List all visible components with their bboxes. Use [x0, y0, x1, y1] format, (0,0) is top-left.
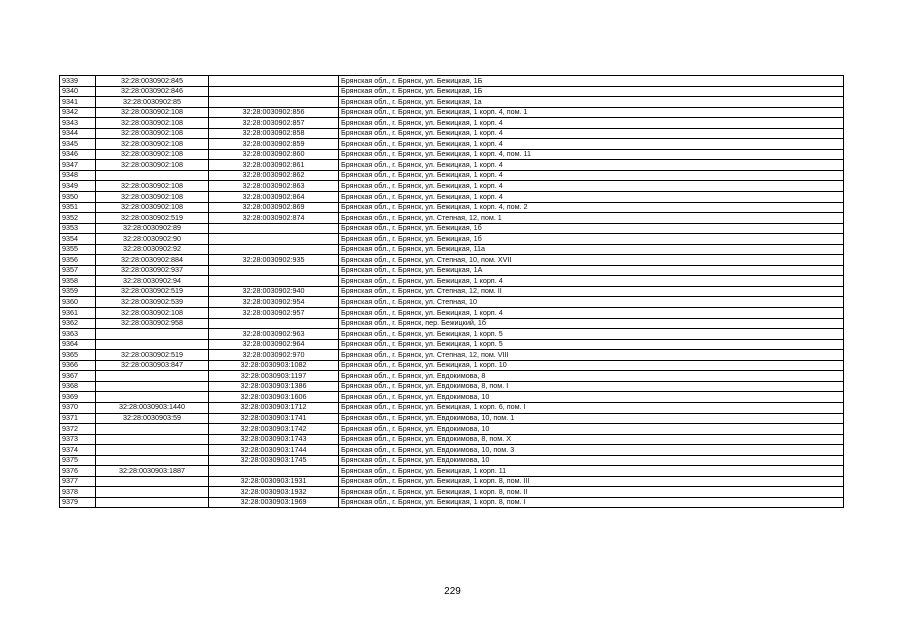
cadastral-number-cell: 32:28:0030902:519: [96, 213, 209, 224]
cadastral-number-cell: 32:28:0030902:92: [96, 244, 209, 255]
page-number: 229: [444, 586, 461, 597]
row-number-cell: 9351: [60, 202, 96, 213]
linked-cadastral-number-cell: 32:28:0030903:1741: [209, 413, 339, 424]
address-cell: Брянская обл., г. Брянск, ул. Бежицкая, 1 корп. 4: [339, 128, 844, 139]
cadastral-number-cell: [96, 487, 209, 498]
linked-cadastral-number-cell: 32:28:0030903:1197: [209, 371, 339, 382]
table-row: [60, 170, 844, 181]
address-cell: Брянская обл., г. Брянск, ул. Степная, 12, пом. II: [339, 286, 844, 297]
cadastral-number-cell: 32:28:0030902:108: [96, 308, 209, 319]
cadastral-number-cell: 32:28:0030902:108: [96, 118, 209, 129]
linked-cadastral-number-cell: 32:28:0030902:863: [209, 181, 339, 192]
row-number-cell: 9352: [60, 213, 96, 224]
address-cell: Брянская обл., г. Брянск, ул. Бежицкая, 1 корп. 11: [339, 466, 844, 477]
cadastral-number-cell: 32:28:0030903:59: [96, 413, 209, 424]
address-cell: Брянская обл., г. Брянск, ул. Бежицкая, 1 корп. 4, пом. 11: [339, 149, 844, 160]
linked-cadastral-number-cell: 32:28:0030903:1743: [209, 434, 339, 445]
linked-cadastral-number-cell: 32:28:0030902:935: [209, 255, 339, 266]
linked-cadastral-number-cell: 32:28:0030902:861: [209, 160, 339, 171]
table-row: [60, 213, 844, 224]
linked-cadastral-number-cell: [209, 223, 339, 234]
row-number-cell: 9347: [60, 160, 96, 171]
table-row: [60, 192, 844, 203]
cadastral-number-cell: 32:28:0030902:519: [96, 350, 209, 361]
address-cell: Брянская обл., г. Брянск, ул. Бежицкая, 1а: [339, 97, 844, 108]
address-cell: Брянская обл., г. Брянск, ул. Бежицкая, 1 корп. 4: [339, 160, 844, 171]
address-cell: Брянская обл., г. Брянск, ул. Бежицкая, 1Б: [339, 86, 844, 97]
linked-cadastral-number-cell: 32:28:0030903:1606: [209, 392, 339, 403]
table-row: [60, 455, 844, 466]
linked-cadastral-number-cell: 32:28:0030902:856: [209, 107, 339, 118]
table-row: [60, 402, 844, 413]
cadastral-number-cell: 32:28:0030902:539: [96, 297, 209, 308]
cadastral-number-cell: [96, 497, 209, 508]
address-cell: Брянская обл., г. Брянск, ул. Евдокимова, 10: [339, 455, 844, 466]
table-row: [60, 255, 844, 266]
linked-cadastral-number-cell: [209, 265, 339, 276]
cadastral-number-cell: 32:28:0030902:884: [96, 255, 209, 266]
cadastral-number-cell: 32:28:0030903:847: [96, 360, 209, 371]
cadastral-number-cell: [96, 392, 209, 403]
table-row: [60, 139, 844, 150]
cadastral-number-cell: [96, 170, 209, 181]
address-cell: Брянская обл., г. Брянск, ул. Бежицкая, 1 корп. 8, пом. II: [339, 487, 844, 498]
row-number-cell: 9344: [60, 128, 96, 139]
address-cell: Брянская обл., г. Брянск, ул. Бежицкая, 1 корп. 4: [339, 170, 844, 181]
table-row: [60, 160, 844, 171]
address-cell: Брянская обл., г. Брянск, ул. Бежицкая, 1А: [339, 265, 844, 276]
table-row: [60, 223, 844, 234]
table-row: [60, 286, 844, 297]
linked-cadastral-number-cell: 32:28:0030902:963: [209, 329, 339, 340]
row-number-cell: 9350: [60, 192, 96, 203]
linked-cadastral-number-cell: [209, 244, 339, 255]
table-row: [60, 76, 844, 87]
address-cell: Брянская обл., г. Брянск, ул. Бежицкая, 11а: [339, 244, 844, 255]
cadastral-number-cell: 32:28:0030902:108: [96, 107, 209, 118]
linked-cadastral-number-cell: 32:28:0030902:862: [209, 170, 339, 181]
row-number-cell: 9359: [60, 286, 96, 297]
linked-cadastral-number-cell: [209, 466, 339, 477]
address-cell: Брянская обл., г. Брянск, ул. Степная, 10: [339, 297, 844, 308]
row-number-cell: 9365: [60, 350, 96, 361]
row-number-cell: 9368: [60, 381, 96, 392]
cadastral-number-cell: [96, 455, 209, 466]
table-row: [60, 360, 844, 371]
linked-cadastral-number-cell: 32:28:0030903:1931: [209, 476, 339, 487]
linked-cadastral-number-cell: 32:28:0030903:1932: [209, 487, 339, 498]
linked-cadastral-number-cell: [209, 76, 339, 87]
row-number-cell: 9361: [60, 308, 96, 319]
address-cell: Брянская обл., г. Брянск, ул. Бежицкая, 1б: [339, 234, 844, 245]
linked-cadastral-number-cell: 32:28:0030903:1745: [209, 455, 339, 466]
linked-cadastral-number-cell: [209, 97, 339, 108]
table-row: [60, 445, 844, 456]
cadastral-number-cell: [96, 434, 209, 445]
row-number-cell: 9343: [60, 118, 96, 129]
row-number-cell: 9360: [60, 297, 96, 308]
linked-cadastral-number-cell: [209, 318, 339, 329]
table-row: [60, 244, 844, 255]
row-number-cell: 9339: [60, 76, 96, 87]
cadastral-number-cell: [96, 445, 209, 456]
address-cell: Брянская обл., г. Брянск, ул. Евдокимова, 8: [339, 371, 844, 382]
table-row: [60, 487, 844, 498]
address-cell: Брянская обл., г. Брянск, ул. Бежицкая, 1 корп. 5: [339, 339, 844, 350]
row-number-cell: 9371: [60, 413, 96, 424]
cadastral-number-cell: [96, 339, 209, 350]
table-row: [60, 476, 844, 487]
table-row: [60, 413, 844, 424]
cadastral-number-cell: 32:28:0030902:108: [96, 202, 209, 213]
row-number-cell: 9345: [60, 139, 96, 150]
cadastral-number-cell: 32:28:0030902:108: [96, 181, 209, 192]
linked-cadastral-number-cell: 32:28:0030902:964: [209, 339, 339, 350]
cadastral-number-cell: 32:28:0030902:108: [96, 139, 209, 150]
linked-cadastral-number-cell: 32:28:0030903:1742: [209, 424, 339, 435]
cadastral-number-cell: 32:28:0030903:1440: [96, 402, 209, 413]
address-cell: Брянская обл., г. Брянск, ул. Бежицкая, 1 корп. 10: [339, 360, 844, 371]
cadastral-number-cell: [96, 424, 209, 435]
address-cell: Брянская обл., г. Брянск, ул. Бежицкая, 1Б: [339, 76, 844, 87]
linked-cadastral-number-cell: 32:28:0030902:874: [209, 213, 339, 224]
row-number-cell: 9340: [60, 86, 96, 97]
table-body: [60, 76, 844, 508]
address-cell: Брянская обл., г. Брянск, ул. Бежицкая, 1 корп. 6, пом. I: [339, 402, 844, 413]
table-row: [60, 118, 844, 129]
linked-cadastral-number-cell: 32:28:0030902:857: [209, 118, 339, 129]
linked-cadastral-number-cell: 32:28:0030902:869: [209, 202, 339, 213]
row-number-cell: 9366: [60, 360, 96, 371]
cadastral-number-cell: 32:28:0030903:1887: [96, 466, 209, 477]
row-number-cell: 9374: [60, 445, 96, 456]
linked-cadastral-number-cell: [209, 86, 339, 97]
linked-cadastral-number-cell: 32:28:0030902:970: [209, 350, 339, 361]
cadastral-number-cell: 32:28:0030902:108: [96, 128, 209, 139]
table-row: [60, 434, 844, 445]
address-cell: Брянская обл., г. Брянск, ул. Бежицкая, 1 корп. 4: [339, 139, 844, 150]
linked-cadastral-number-cell: 32:28:0030903:1969: [209, 497, 339, 508]
address-cell: Брянская обл., г. Брянск, ул. Бежицкая, 1 корп. 4: [339, 308, 844, 319]
cadastral-number-cell: 32:28:0030902:85: [96, 97, 209, 108]
linked-cadastral-number-cell: [209, 276, 339, 287]
address-cell: Брянская обл., г. Брянск, ул. Евдокимова, 10, пом. 1: [339, 413, 844, 424]
table-row: [60, 318, 844, 329]
linked-cadastral-number-cell: [209, 234, 339, 245]
table-row: [60, 424, 844, 435]
address-cell: Брянская обл., г. Брянск, ул. Евдокимова, 10: [339, 392, 844, 403]
cadastral-number-cell: 32:28:0030902:958: [96, 318, 209, 329]
row-number-cell: 9357: [60, 265, 96, 276]
row-number-cell: 9379: [60, 497, 96, 508]
linked-cadastral-number-cell: 32:28:0030902:957: [209, 308, 339, 319]
address-cell: Брянская обл., г. Брянск, ул. Бежицкая, 1 корп. 8, пом. I: [339, 497, 844, 508]
row-number-cell: 9375: [60, 455, 96, 466]
cadastral-number-cell: 32:28:0030902:519: [96, 286, 209, 297]
table-row: [60, 86, 844, 97]
cadastral-number-cell: 32:28:0030902:89: [96, 223, 209, 234]
address-cell: Брянская обл., г. Брянск, ул. Евдокимова, 10, пом. 3: [339, 445, 844, 456]
cadastral-number-cell: 32:28:0030902:937: [96, 265, 209, 276]
cadastral-number-cell: 32:28:0030902:845: [96, 76, 209, 87]
row-number-cell: 9346: [60, 149, 96, 160]
table-row: [60, 466, 844, 477]
cadastral-number-cell: 32:28:0030902:846: [96, 86, 209, 97]
row-number-cell: 9362: [60, 318, 96, 329]
cadastral-number-cell: 32:28:0030902:108: [96, 149, 209, 160]
row-number-cell: 9358: [60, 276, 96, 287]
table-row: [60, 128, 844, 139]
address-cell: Брянская обл., г. Брянск, ул. Бежицкая, 1 корп. 4: [339, 118, 844, 129]
address-cell: Брянская обл., г. Брянск, пер. Бежицкий, 1б: [339, 318, 844, 329]
linked-cadastral-number-cell: 32:28:0030903:1744: [209, 445, 339, 456]
table-row: [60, 308, 844, 319]
address-cell: Брянская обл., г. Брянск, ул. Бежицкая, 1 корп. 4, пом. 2: [339, 202, 844, 213]
cadastral-number-cell: 32:28:0030902:108: [96, 192, 209, 203]
cadastral-number-cell: [96, 381, 209, 392]
row-number-cell: 9367: [60, 371, 96, 382]
row-number-cell: 9342: [60, 107, 96, 118]
address-cell: Брянская обл., г. Брянск, ул. Евдокимова, 10: [339, 424, 844, 435]
address-cell: Брянская обл., г. Брянск, ул. Бежицкая, 1 корп. 8, пом. III: [339, 476, 844, 487]
table-row: [60, 276, 844, 287]
address-cell: Брянская обл., г. Брянск, ул. Бежицкая, 1б: [339, 223, 844, 234]
linked-cadastral-number-cell: 32:28:0030903:1712: [209, 402, 339, 413]
table-row: [60, 371, 844, 382]
address-cell: Брянская обл., г. Брянск, ул. Бежицкая, 1 корп. 4, пом. 1: [339, 107, 844, 118]
table-row: [60, 265, 844, 276]
row-number-cell: 9341: [60, 97, 96, 108]
row-number-cell: 9353: [60, 223, 96, 234]
linked-cadastral-number-cell: 32:28:0030903:1082: [209, 360, 339, 371]
row-number-cell: 9355: [60, 244, 96, 255]
address-cell: Брянская обл., г. Брянск, ул. Степная, 12, пом. VIII: [339, 350, 844, 361]
row-number-cell: 9376: [60, 466, 96, 477]
table-row: [60, 234, 844, 245]
address-cell: Брянская обл., г. Брянск, ул. Евдокимова, 8, пом. I: [339, 381, 844, 392]
row-number-cell: 9364: [60, 339, 96, 350]
table-row: [60, 107, 844, 118]
linked-cadastral-number-cell: 32:28:0030902:860: [209, 149, 339, 160]
row-number-cell: 9363: [60, 329, 96, 340]
linked-cadastral-number-cell: 32:28:0030903:1386: [209, 381, 339, 392]
row-number-cell: 9369: [60, 392, 96, 403]
address-cell: Брянская обл., г. Брянск, ул. Бежицкая, 1 корп. 4: [339, 181, 844, 192]
table-row: [60, 350, 844, 361]
table-row: [60, 181, 844, 192]
row-number-cell: 9370: [60, 402, 96, 413]
row-number-cell: 9377: [60, 476, 96, 487]
linked-cadastral-number-cell: 32:28:0030902:859: [209, 139, 339, 150]
cadastral-number-cell: [96, 371, 209, 382]
cadastral-number-cell: [96, 476, 209, 487]
row-number-cell: 9354: [60, 234, 96, 245]
property-registry-table: [59, 75, 844, 508]
linked-cadastral-number-cell: 32:28:0030902:954: [209, 297, 339, 308]
table-row: [60, 97, 844, 108]
address-cell: Брянская обл., г. Брянск, ул. Степная, 10, пом. XVII: [339, 255, 844, 266]
cadastral-number-cell: 32:28:0030902:90: [96, 234, 209, 245]
table-row: [60, 202, 844, 213]
address-cell: Брянская обл., г. Брянск, ул. Степная, 12, пом. 1: [339, 213, 844, 224]
row-number-cell: 9356: [60, 255, 96, 266]
cadastral-number-cell: 32:28:0030902:108: [96, 160, 209, 171]
row-number-cell: 9373: [60, 434, 96, 445]
row-number-cell: 9349: [60, 181, 96, 192]
table-row: [60, 297, 844, 308]
cadastral-number-cell: 32:28:0030902:94: [96, 276, 209, 287]
row-number-cell: 9372: [60, 424, 96, 435]
cadastral-number-cell: [96, 329, 209, 340]
linked-cadastral-number-cell: 32:28:0030902:864: [209, 192, 339, 203]
address-cell: Брянская обл., г. Брянск, ул. Бежицкая, 1 корп. 5: [339, 329, 844, 340]
table-row: [60, 329, 844, 340]
row-number-cell: 9378: [60, 487, 96, 498]
table-row: [60, 497, 844, 508]
row-number-cell: 9348: [60, 170, 96, 181]
address-cell: Брянская обл., г. Брянск, ул. Евдокимова, 8, пом. X: [339, 434, 844, 445]
table-row: [60, 381, 844, 392]
linked-cadastral-number-cell: 32:28:0030902:858: [209, 128, 339, 139]
address-cell: Брянская обл., г. Брянск, ул. Бежицкая, 1 корп. 4: [339, 276, 844, 287]
linked-cadastral-number-cell: 32:28:0030902:940: [209, 286, 339, 297]
table-row: [60, 149, 844, 160]
table-row: [60, 392, 844, 403]
table-row: [60, 339, 844, 350]
address-cell: Брянская обл., г. Брянск, ул. Бежицкая, 1 корп. 4: [339, 192, 844, 203]
